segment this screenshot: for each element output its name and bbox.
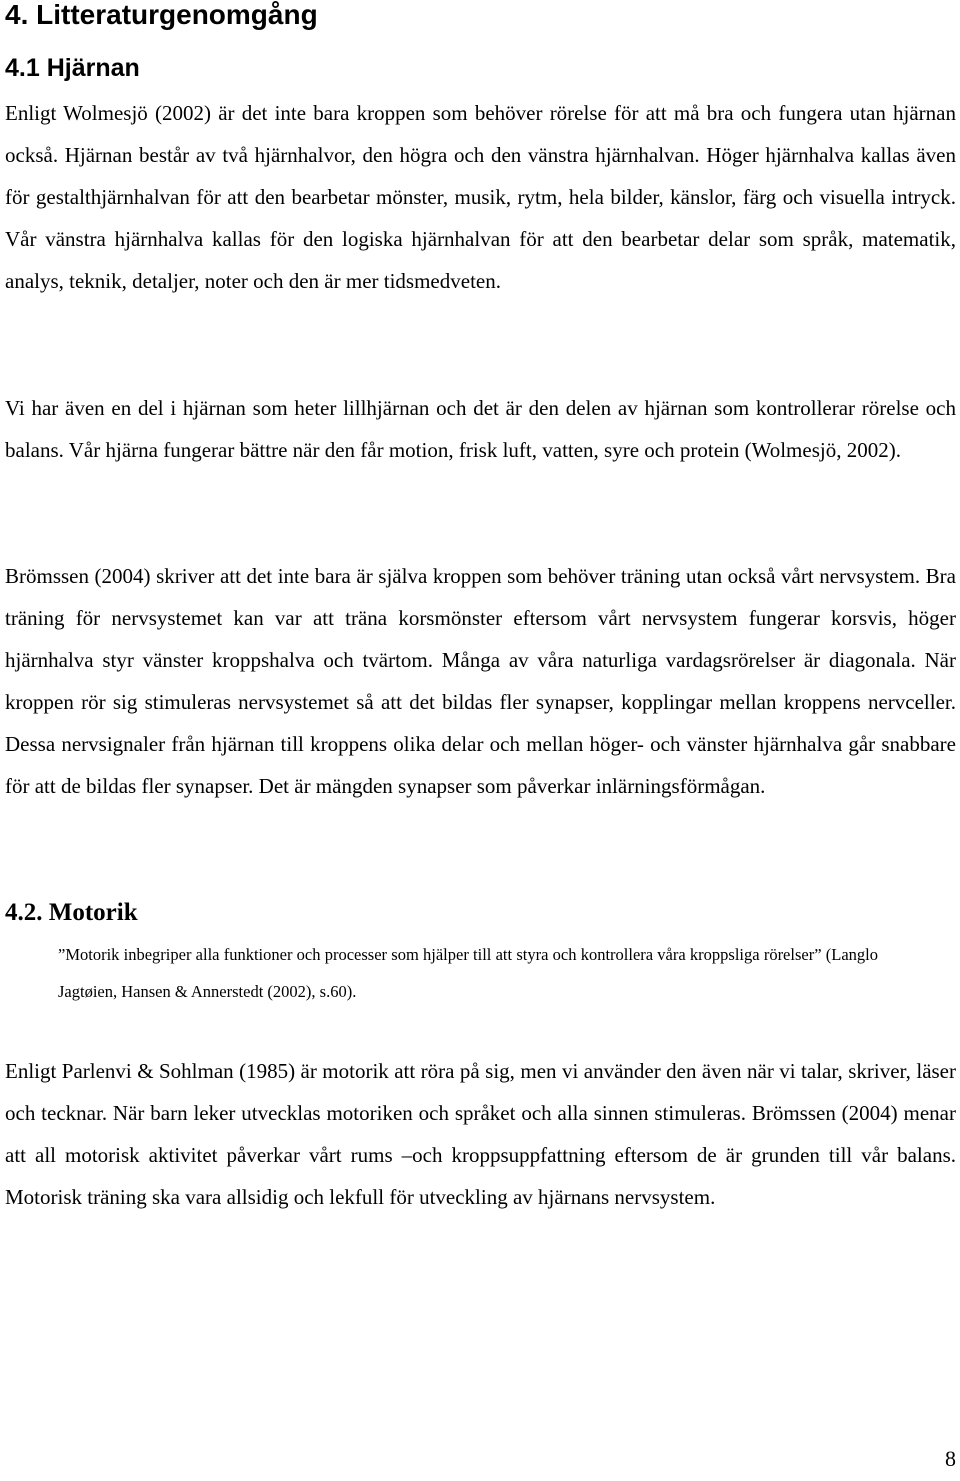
block-quote-motorik: ”Motorik inbegriper alla funktioner och processer som hjälper till att styra och kontrollera våra kroppsliga rörelser” (Langlo Jagtøien, Hansen & Annerstedt (2002), s.60). — [58, 945, 878, 1001]
paragraph-hjarnhalvor: Enligt Wolmesjö (2002) är det inte bara kroppen som behöver rörelse för att må bra och fungera utan hjärnan också. Hjärnan består av två hjärnhalvor, den högra och den vänstra hjärnhalvan. Höger hjärnhalva kallas även för gestalthjärnhalvan för att den bearbetar mönster, musik, rytm, hela bilder, känslor, färg och visuella intryck. Vår vänstra hjärnhalva kallas för den logiska hjärnhalvan för att den bearbetar delar som språk, matematik, analys, teknik, detaljer, noter och den är mer tidsmedveten. — [5, 101, 956, 293]
page-number: 8 — [945, 1446, 956, 1471]
section-heading-motorik: 4.2. Motorik — [5, 899, 138, 926]
paragraph-lillhjarnan: Vi har även en del i hjärnan som heter lillhjärnan och det är den delen av hjärnan som kontrollerar rörelse och balans. Vår hjärna fungerar bättre när den får motion, frisk luft, vatten, syre och protein (Wolmesjö, 2002). — [5, 396, 956, 462]
chapter-heading: 4. Litteraturgenomgång — [5, 0, 318, 30]
section-heading-hjarnan: 4.1 Hjärnan — [5, 54, 140, 82]
paragraph-motorik: Enligt Parlenvi & Sohlman (1985) är motorik att röra på sig, men vi använder den även när vi talar, skriver, läser och tecknar. När barn leker utvecklas motoriken och språket och alla sinnen stimuleras. Brömssen (2004) menar att all motorisk aktivitet påverkar vårt rums –och kroppsuppfattning eftersom de är grunden till vår balans. Motorisk träning ska vara allsidig och lekfull för utveckling av hjärnans nervsystem. — [5, 1059, 956, 1209]
paragraph-nervsystem: Brömssen (2004) skriver att det inte bara är själva kroppen som behöver träning utan också vårt nervsystem. Bra träning för nervsystemet kan var att träna korsmönster eftersom vårt nervsystem fungerar korsvis, höger hjärnhalva styr vänster kroppshalva och tvärtom. Många av våra naturliga vardagsrörelser är diagonala. När kroppen rör sig stimuleras nervsystemet så att det bildas fler synapser, kopplingar mellan kroppens nervceller. Dessa nervsignaler från hjärnan till kroppens olika delar och mellan höger- och vänster hjärnhalva går snabbare för att de bildas fler synapser. Det är mängden synapser som påverkar inlärningsförmågan. — [5, 564, 956, 798]
